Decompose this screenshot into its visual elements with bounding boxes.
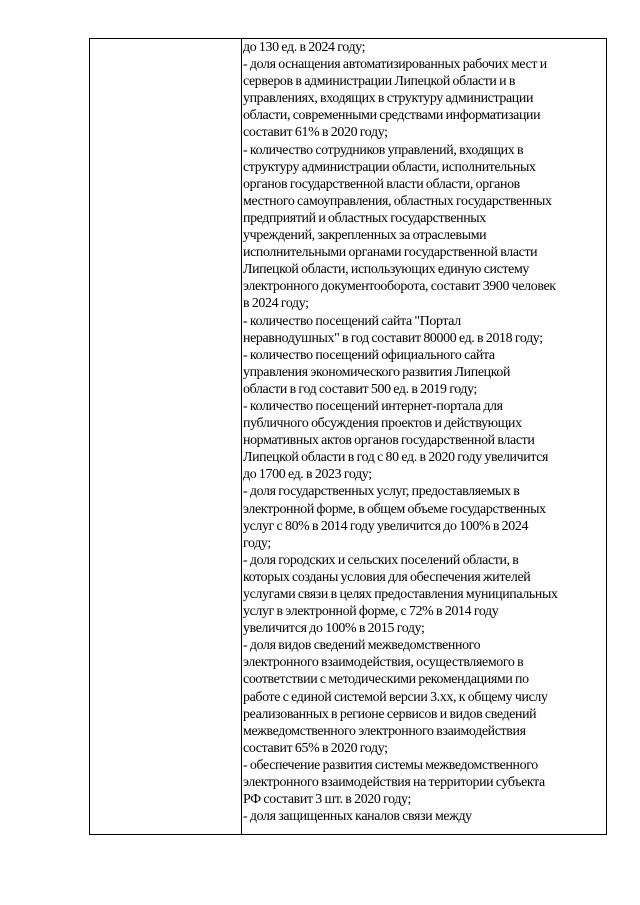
text-line: работе с единой системой версии 3.хх, к общему числу <box>243 689 548 705</box>
text-line: соответствии с методическими рекомендациями по <box>243 672 529 688</box>
table-left-cell <box>90 39 241 834</box>
text-line: до 130 ед. в 2024 году; <box>243 40 366 55</box>
table-right-cell <box>243 39 607 834</box>
text-line: структуру администрации области, исполнительных <box>243 159 536 175</box>
text-line: Липецкой области в год с 80 ед. в 2020 году увеличится <box>243 450 549 466</box>
text-line: в 2024 году; <box>243 296 309 312</box>
text-line: электронного документооборота, составит 3900 человек <box>243 279 556 295</box>
text-line: электронного взаимодействия на территории субъекта <box>243 775 545 791</box>
text-line: исполнительными органами государственной власти <box>243 245 538 261</box>
text-line: нормативных актов органов государственной власти <box>243 433 535 449</box>
text-line: составит 65% в 2020 году; <box>243 740 388 756</box>
text-line: межведомственного электронного взаимодействия <box>243 723 526 739</box>
column-divider <box>241 39 242 834</box>
text-line: публичного обсуждения проектов и действующих <box>243 416 522 432</box>
document-text <box>243 39 607 825</box>
text-line: услуг в электронной форме, с 72% в 2014 году <box>243 604 499 620</box>
text-line: реализованных в регионе сервисов и видов сведений <box>243 706 537 722</box>
text-line: управлениях, входящих в структуру администрации <box>243 91 534 107</box>
text-line: местного самоуправления, областных государственных <box>243 193 552 209</box>
text-line: - количество посещений официального сайта <box>243 347 495 363</box>
text-line: неравнодушных" в год составит 80000 ед. в 2018 году; <box>243 330 543 346</box>
text-line: - доля государственных услуг, предоставляемых в <box>243 484 520 500</box>
text-line: - обеспечение развития системы межведомственного <box>243 757 538 773</box>
text-line: - количество сотрудников управлений, входящих в <box>243 142 524 158</box>
text-line: - количество посещений интернет-портала для <box>243 398 503 414</box>
text-line: Липецкой области, использующих единую систему <box>243 262 529 278</box>
text-line: - доля видов сведений межведомственного <box>243 638 481 654</box>
text-line: - доля защищенных каналов связи между <box>243 809 472 825</box>
document-table <box>89 38 607 835</box>
text-line: до 1700 ед. в 2023 году; <box>243 467 372 483</box>
text-line: серверов в администрации Липецкой области и в <box>243 74 516 90</box>
text-line: управления экономического развития Липецкой <box>243 364 511 380</box>
text-line: которых созданы условия для обеспечения жителей <box>243 569 531 585</box>
text-line: услуг с 80% в 2014 году увеличится до 100% в 2024 <box>243 518 529 534</box>
text-line: составит 61% в 2020 году; <box>243 125 388 141</box>
text-line: - количество посещений сайта "Портал <box>243 313 461 329</box>
text-line: электронного взаимодействия, осуществляемого в <box>243 655 524 671</box>
text-line: предприятий и областных государственных <box>243 210 486 226</box>
text-line: области в год составит 500 ед. в 2019 году; <box>243 381 478 397</box>
text-line: электронной форме, в общем объеме государственных <box>243 501 546 517</box>
text-line: году; <box>243 535 271 551</box>
text-line: области, современными средствами информатизации <box>243 108 541 124</box>
text-line: услугами связи в целях предоставления муниципальных <box>243 587 558 602</box>
text-line: РФ составит 3 шт. в 2020 году; <box>243 792 411 808</box>
text-line: - доля городских и сельских поселений области, в <box>243 552 519 568</box>
text-line: органов государственной власти области, органов <box>243 176 520 192</box>
text-line: - доля оснащения автоматизированных рабочих мест и <box>243 57 547 73</box>
text-line: увеличится до 100% в 2015 году; <box>243 621 425 637</box>
text-line: учреждений, закрепленных за отраслевыми <box>243 228 487 244</box>
